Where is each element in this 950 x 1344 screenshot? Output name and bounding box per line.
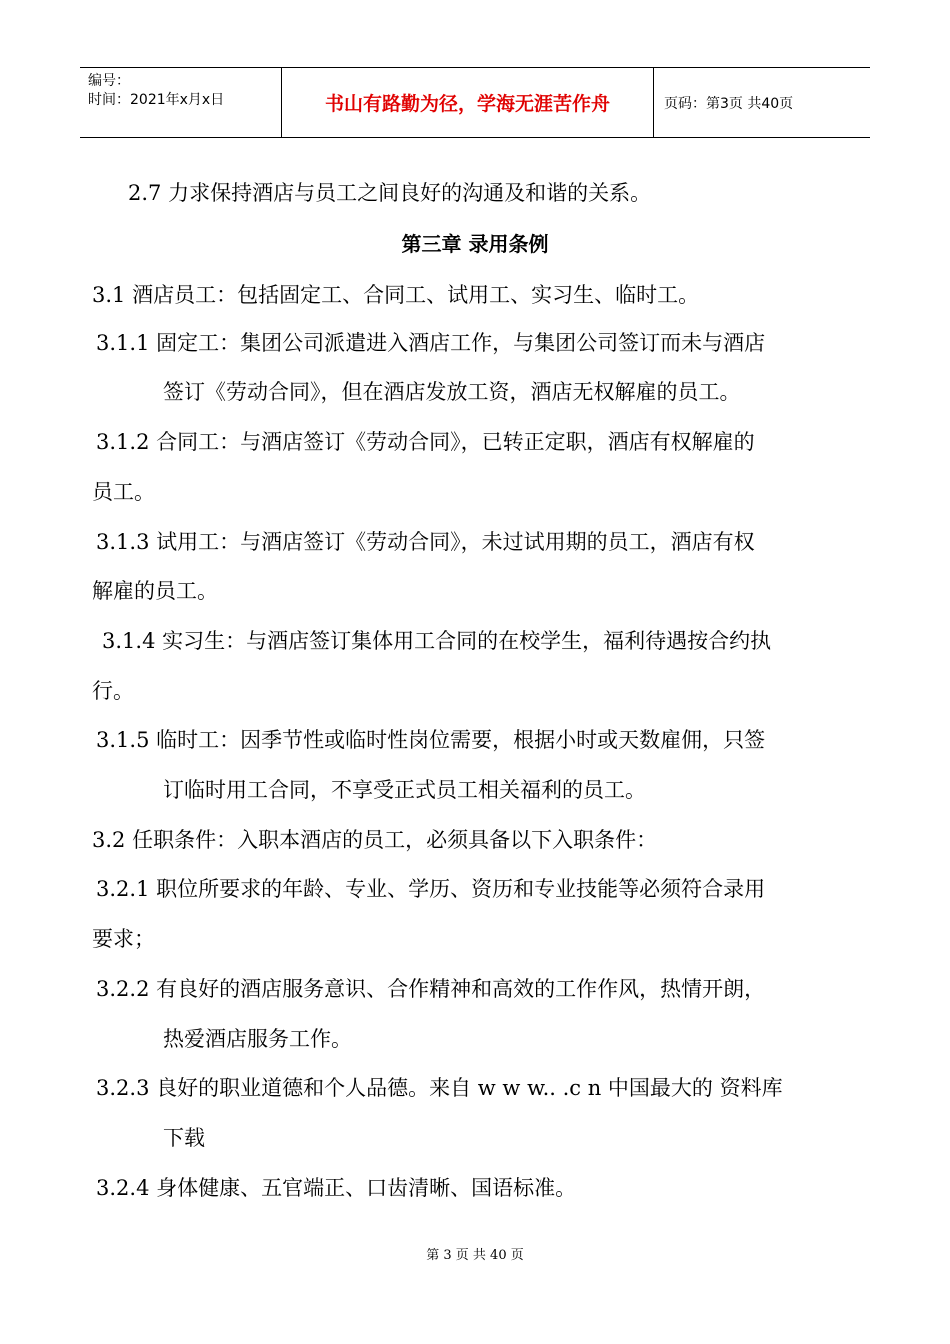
clause-3-2-1-cont: 要求； [92, 927, 155, 951]
clause-3-2-2-cont: 热爱酒店服务工作。 [163, 1027, 352, 1051]
clause-3-1-2: 3.1.2 合同工：与酒店签订《劳动合同》，已转正定职，酒店有权解雇的 [96, 430, 755, 454]
clause-3-2-3-cont: 下载 [163, 1126, 205, 1150]
clause-3-2: 3.2 任职条件：入职本酒店的员工，必须具备以下入职条件： [92, 828, 658, 852]
number-label: 编号： [88, 73, 130, 89]
chapter-title: 第三章 录用条例 [401, 232, 549, 256]
header-page-info: 页码：第3页 共40页 [664, 95, 794, 112]
clause-3-1-5-cont: 订临时用工合同，不享受正式员工相关福利的员工。 [163, 778, 646, 802]
document-header [80, 67, 870, 138]
clause-3-1-1: 3.1.1 固定工：集团公司派遣进入酒店工作，与集团公司签订而未与酒店 [96, 331, 766, 355]
clause-3-2-2: 3.2.2 有良好的酒店服务意识、合作精神和高效的工作作风，热情开朗， [96, 977, 766, 1001]
clause-3-1-3-cont: 解雇的员工。 [92, 579, 218, 603]
date-label: 时间：2021年x月x日 [88, 92, 225, 108]
clause-3-2-3: 3.2.3 良好的职业道德和个人品德。来自 w w w.. .c n 中国最大的 资料库 [96, 1076, 783, 1100]
header-meta [80, 68, 282, 137]
clause-3-1: 3.1 酒店员工：包括固定工、合同工、试用工、实习生、临时工。 [92, 283, 700, 307]
clause-3-1-5: 3.1.5 临时工：因季节性或临时性岗位需要，根据小时或天数雇佣，只签 [96, 728, 766, 752]
clause-3-2-4: 3.2.4 身体健康、五官端正、口齿清晰、国语标准。 [96, 1176, 577, 1200]
page-footer: 第 3 页 共 40 页 [426, 1248, 524, 1263]
clause-3-1-4: 3.1.4 实习生：与酒店签订集体用工合同的在校学生，福利待遇按合约执 [102, 629, 772, 653]
clause-3-1-4-cont: 行。 [92, 679, 134, 703]
header-motto: 书山有路勤为径，学海无涯苦作舟 [282, 68, 654, 137]
clause-3-1-3: 3.1.3 试用工：与酒店签订《劳动合同》，未过试用期的员工，酒店有权 [96, 530, 755, 554]
clause-3-2-1: 3.2.1 职位所要求的年龄、专业、学历、资历和专业技能等必须符合录用 [96, 877, 766, 901]
clause-3-1-1-cont: 签订《劳动合同》，但在酒店发放工资，酒店无权解雇的员工。 [163, 380, 741, 404]
clause-2-7: 2.7 力求保持酒店与员工之间良好的沟通及和谐的关系。 [128, 181, 652, 205]
clause-3-1-2-cont: 员工。 [92, 480, 155, 504]
